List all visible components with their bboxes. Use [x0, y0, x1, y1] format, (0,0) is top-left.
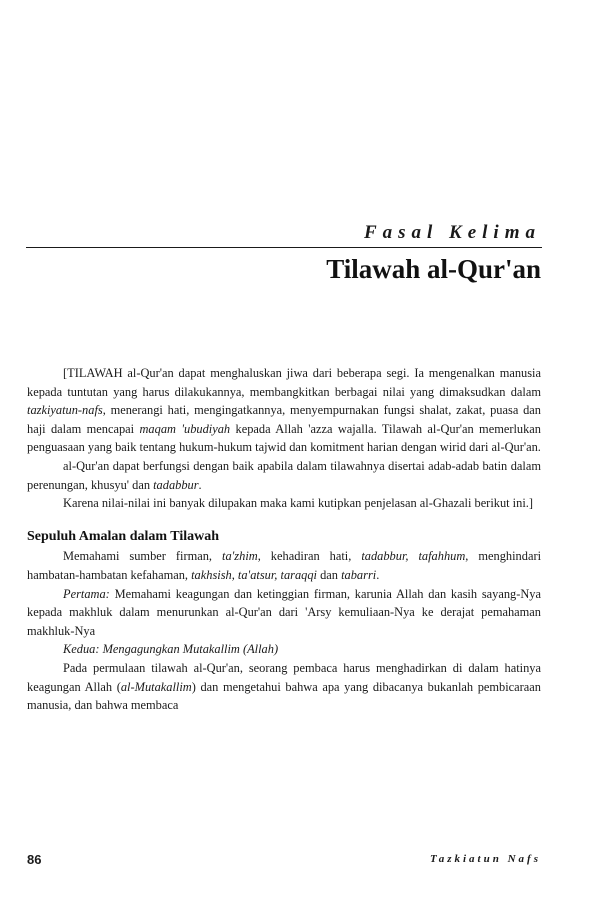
italic-term: tadabbur, tafahhum [361, 549, 466, 564]
italic-term: ta'zhim [222, 549, 258, 564]
text-run: dan [317, 567, 342, 582]
subsection-heading: Kedua: Mengagungkan Mutakallim (Allah) [63, 642, 279, 657]
text-run: . [376, 567, 380, 582]
text-run: Memahami keagungan dan ketinggian firman, karunia Allah dan kasih sayang-Nya kepada makhluk dalam menurunkan al-Qur'an dari 'Arsy kemuliaan-Nya ke derajat pemahaman makhluk-Nya [27, 586, 541, 638]
text-run: . [198, 477, 202, 492]
text-run: , kehadiran hati, [257, 549, 362, 564]
italic-term: tabarri [341, 567, 377, 582]
intro-paragraph-3: Karena nilai-nilai ini banyak dilupakan maka kami kutipkan penjelasan al-Ghazali berikut ini.] [63, 496, 533, 511]
italic-term: al-Mutakallim [120, 679, 192, 694]
body-text [27, 364, 541, 715]
chapter-title: Tilawah al-Qur'an [326, 254, 541, 284]
text-run: ) dan mengetahui bahwa apa yang dibacanya bukanlah pembicaraan manusia, dan bahwa membaca [27, 679, 541, 713]
intro-paragraph-1 [27, 364, 541, 457]
text-run: Pada permulaan tilawah al-Qur'an, seorang pembaca harus menghadirkan di dalam hatinya keagungan Allah ( [27, 660, 541, 694]
running-footer-title: Tazkiatun Nafs [430, 853, 541, 865]
header-rule [26, 247, 542, 248]
section-paragraph-1 [27, 547, 541, 584]
section-paragraph-3 [27, 659, 541, 715]
chapter-label: Fasal Kelima [363, 222, 541, 243]
section-heading: Sepuluh Amalan dalam Tilawah [27, 528, 220, 544]
text-run: [TILAWAH al-Qur'an dapat menghaluskan jiwa dari beberapa segi. Ia mengenalkan manusia kepada tuntutan yang harus dilakukannya, membangkitkan berbagai nilai yang dimaksudkan dalam [27, 366, 541, 399]
italic-term: tadabbur [153, 477, 199, 492]
italic-term: takhsish, ta'atsur, taraqqi [191, 567, 317, 582]
italic-term: maqam 'ubudiyah [139, 421, 231, 436]
italic-term: tazkiyatun-nafs [27, 403, 103, 418]
italic-label: Pertama: [63, 586, 110, 601]
section-paragraph-2 [27, 585, 541, 641]
intro-paragraph-2 [27, 457, 541, 494]
text-run: al-Qur'an dapat berfungsi dengan baik apabila dalam tilawahnya disertai adab-adab batin dalam perenungan, khusyu' dan [27, 458, 541, 492]
text-run: kepada Allah 'azza wajalla. Tilawah al-Qur'an memerlukan penguasaan yang baik tentang hukum-hukum tajwid dan komitment harian dengan wirid dari al-Qur'an. [27, 421, 541, 455]
text-run: , menerangi hati, mengingatkannya, menyempurnakan fungsi shalat, zakat, puasa dan haji dalam mencapai [27, 403, 541, 436]
text-run: , menghindari hambatan-hambatan kefahaman, [27, 549, 542, 582]
page-number: 86 [27, 852, 42, 867]
text-run: Memahami sumber firman, [63, 549, 223, 564]
